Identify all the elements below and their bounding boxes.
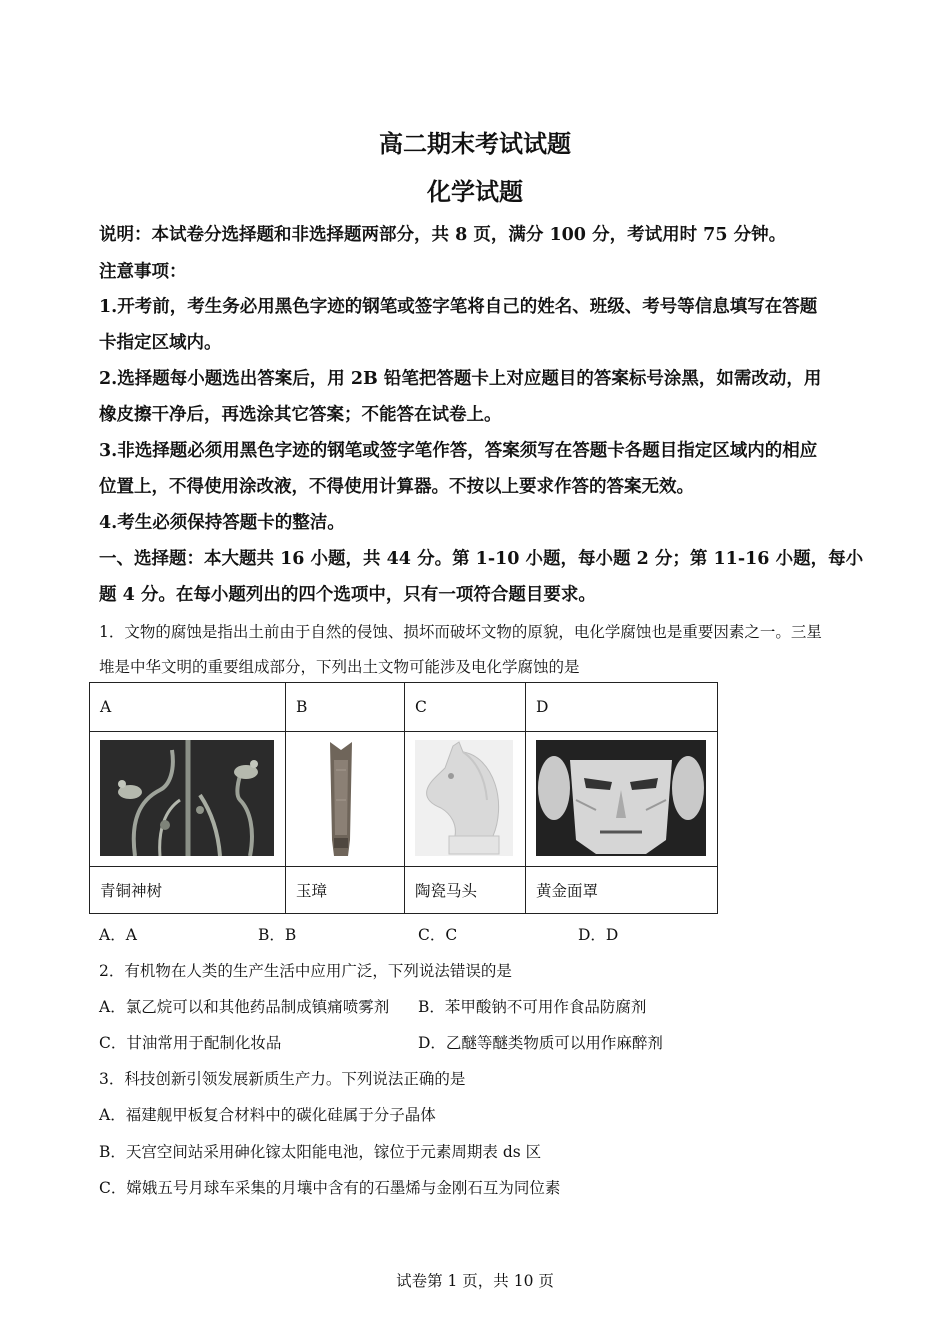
ceramic-horse-head-image xyxy=(415,740,513,856)
table-header-b: B xyxy=(286,683,405,732)
exam-note: 说明：本试卷分选择题和非选择题两部分，共 8 页，满分 100 分，考试用时 75 分钟。 xyxy=(99,225,787,245)
artifact-name-c: 陶瓷马头 xyxy=(405,867,526,914)
notice-item-3-line1: 3.非选择题必须用黑色字迹的钢笔或签字笔作答，答案须写在答题卡各题目指定区域内的相应 xyxy=(99,441,818,461)
q3-stem: 3．科技创新引领发展新质生产力。下列说法正确的是 xyxy=(99,1070,466,1088)
q1-option-a: A．A xyxy=(99,926,137,944)
section-heading-line1: 一、选择题：本大题共 16 小题，共 44 分。第 1-10 小题，每小题 2 分；第 11-16 小题，每小 xyxy=(99,549,864,569)
page-footer: 试卷第 1 页，共 10 页 xyxy=(396,1272,554,1290)
table-header-d: D xyxy=(526,683,718,732)
notice-item-1-line1: 1.开考前，考生务必用黑色字迹的钢笔或签字笔将自己的姓名、班级、考号等信息填写在答题 xyxy=(99,297,818,317)
q3-option-a: A．福建舰甲板复合材料中的碳化硅属于分子晶体 xyxy=(99,1106,436,1124)
q1-stem-line1: 1．文物的腐蚀是指出土前由于自然的侵蚀、损坏而破坏文物的原貌，电化学腐蚀也是重要因素之一。三星 xyxy=(99,623,822,641)
q2-option-a: A．氯乙烷可以和其他药品制成镇痛喷雾剂 xyxy=(99,998,390,1016)
image-cell-d xyxy=(526,732,718,867)
q1-options-table xyxy=(89,682,718,914)
q2-option-c: C．甘油常用于配制化妆品 xyxy=(99,1034,282,1052)
notice-item-2-line1: 2.选择题每小题选出答案后，用 2B 铅笔把答题卡上对应题目的答案标号涂黑，如需改动，用 xyxy=(99,369,822,389)
jade-blade-image xyxy=(324,740,358,856)
q2-option-b: B．苯甲酸钠不可用作食品防腐剂 xyxy=(418,998,647,1016)
page-title: 高二期末考试试题 xyxy=(379,129,571,158)
bronze-tree-image xyxy=(100,740,274,856)
gold-mask-image xyxy=(536,740,706,856)
q2-stem: 2．有机物在人类的生产生活中应用广泛，下列说法错误的是 xyxy=(99,962,512,980)
q1-option-b: B．B xyxy=(258,926,297,944)
q2-option-d: D．乙醚等醚类物质可以用作麻醉剂 xyxy=(418,1034,663,1052)
page-subtitle: 化学试题 xyxy=(427,177,523,206)
notice-item-3-line2: 位置上，不得使用涂改液，不得使用计算器。不按以上要求作答的答案无效。 xyxy=(99,477,694,497)
q1-option-d: D．D xyxy=(578,926,619,944)
q3-option-c: C．嫦娥五号月球车采集的月壤中含有的石墨烯与金刚石互为同位素 xyxy=(99,1179,561,1197)
image-cell-c xyxy=(405,732,526,867)
notice-item-2-line2: 橡皮擦干净后，再选涂其它答案；不能答在试卷上。 xyxy=(99,405,502,425)
notice-item-1-line2: 卡指定区域内。 xyxy=(99,333,222,353)
table-header-a: A xyxy=(90,683,286,732)
q3-option-b: B．天宫空间站采用砷化镓太阳能电池，镓位于元素周期表 ds 区 xyxy=(99,1143,542,1161)
notice-item-4: 4.考生必须保持答题卡的整洁。 xyxy=(99,513,345,533)
section-heading-line2: 题 4 分。在每小题列出的四个选项中，只有一项符合题目要求。 xyxy=(99,585,596,605)
artifact-name-b: 玉璋 xyxy=(286,867,405,914)
q1-option-c: C．C xyxy=(418,926,458,944)
image-cell-b xyxy=(286,732,405,867)
image-cell-a xyxy=(90,732,286,867)
artifact-name-a: 青铜神树 xyxy=(90,867,286,914)
notice-heading: 注意事项： xyxy=(99,262,187,282)
table-header-c: C xyxy=(405,683,526,732)
artifact-name-d: 黄金面罩 xyxy=(526,867,718,914)
q1-stem-line2: 堆是中华文明的重要组成部分，下列出土文物可能涉及电化学腐蚀的是 xyxy=(99,658,580,676)
